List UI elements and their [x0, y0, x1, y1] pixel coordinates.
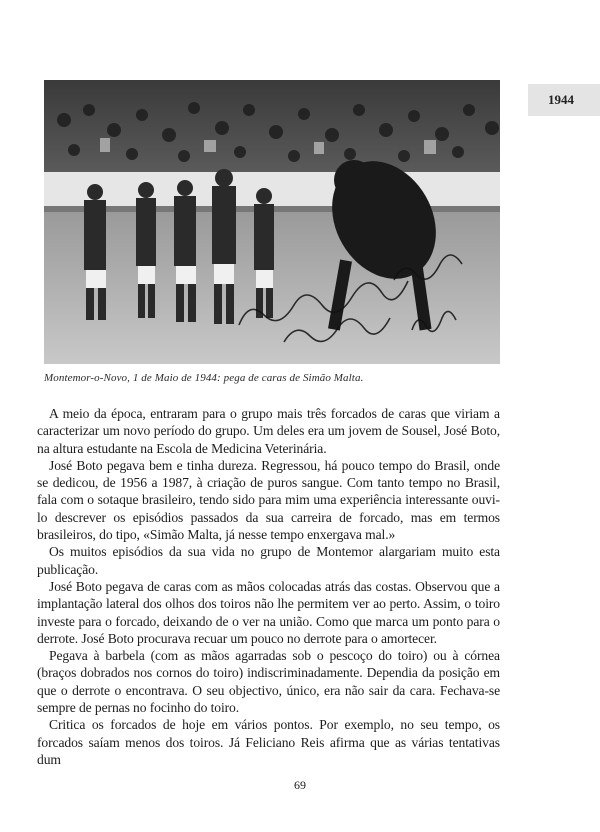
year-tab: 1944: [528, 84, 600, 116]
paragraph: Critica os forcados de hoje em vários pontos. Por exemplo, no seu tempo, os forcados saíam menos dos toiros. Já Feliciano Reis afirma que as várias tentativas dum: [37, 717, 500, 767]
paragraph: José Boto pegava bem e tinha dureza. Regressou, há pouco tempo do Brasil, onde se dedicou, de 1956 a 1987, à criação de puros sangue. Com tanto tempo no Brasil, fala com o sotaque brasileiro, tendo sido para mim uma experiência interessante ouvi-lo descrever os episódios passados da sua carreira de forcado, mas em termos brasileiros, do tipo, «Simão Malta, já nesse tempo enxergava mal.»: [37, 457, 500, 543]
bullfight-photo-icon: [44, 80, 500, 364]
paragraph: José Boto pegava de caras com as mãos colocadas atrás das costas. Observou que a implantação lateral dos olhos dos toiros não lhe permitem ver ao perto. Assim, o toiro investe para o forcado, deixando de o ver na união. Como que marca um ponto para o derrote. José Boto procurava recuar um pouco no derrote para o amortecer.: [37, 578, 500, 646]
paragraph: A meio da época, entraram para o grupo mais três forcados de caras que viriam a caracterizar um novo período do grupo. Um deles era um jovem de Sousel, José Boto, na altura estudante na Escola de Medicina Veterinária.: [37, 406, 500, 456]
bullfight-photo: [44, 80, 500, 364]
paragraph: Pegava à barbela (com as mãos agarradas sob o pescoço do toiro) ou à córnea (braços dobrados nos cornos do toiro) indiscriminadamente. Dependia da posição em que o derrote o encontrava. O seu objectivo, único, era não sair da cara. Fechava-se sempre de pernas no focinho do toiro.: [37, 648, 500, 716]
body-text: [37, 405, 500, 768]
photo-caption: Montemor-o-Novo, 1 de Maio de 1944: pega de caras de Simão Malta.: [44, 372, 364, 384]
paragraph: Os muitos episódios da sua vida no grupo de Montemor alargariam muito esta publicação.: [37, 544, 500, 577]
page-number: 69: [294, 778, 306, 792]
